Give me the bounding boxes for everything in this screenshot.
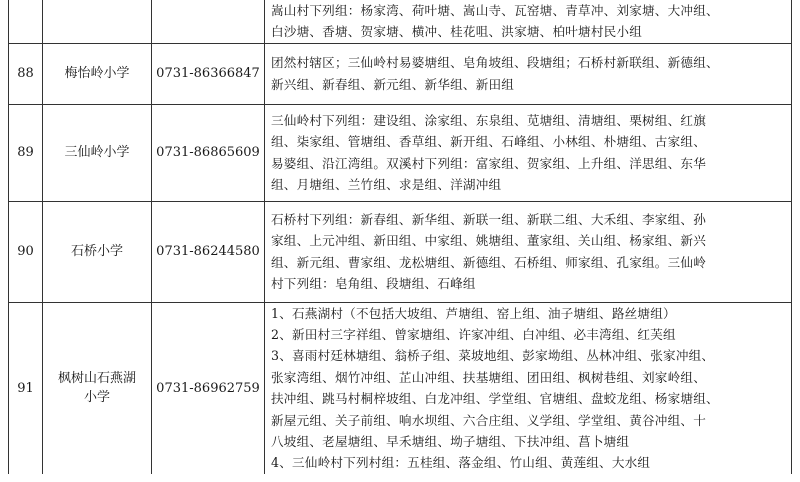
school-name-line: 小学 — [83, 390, 110, 406]
table-row — [9, 201, 792, 302]
row-number: 91 — [9, 302, 43, 474]
phone-number: 0731-86244580 — [152, 201, 265, 302]
area-line: 家组、上元冲组、新田组、中家组、姚塘组、董家组、关山组、杨家组、新兴 — [271, 233, 706, 249]
row-number: 88 — [9, 43, 43, 104]
service-area — [265, 43, 792, 104]
table-row — [9, 0, 792, 43]
service-area — [265, 302, 792, 474]
service-area — [265, 201, 792, 302]
school-name-line: 枫树山石燕湖 — [57, 371, 136, 387]
service-area — [265, 104, 792, 201]
table-row — [9, 302, 792, 474]
school-name — [43, 302, 152, 474]
area-line: 石桥村下列组：新春组、新华组、新联一组、新联二组、大禾组、李家组、孙 — [271, 212, 706, 227]
area-line: 3、喜雨村廷林塘组、翁桥子组、菜坡地组、彭家坳组、丛林冲组、张家冲组、 — [271, 348, 715, 364]
area-line: 八坡组、老屋塘组、早禾塘组、坳子塘组、下扶冲组、菖卜塘组 — [271, 434, 630, 450]
row-number: 89 — [9, 104, 43, 201]
area-line: 村下列组：皂角组、段塘组、石峰组 — [271, 275, 476, 291]
area-line: 张家湾组、烟竹冲组、芷山冲组、扶基塘组、团田组、枫树巷组、刘家岭组、 — [271, 369, 706, 385]
phone-number: 0731-86962759 — [152, 302, 265, 474]
school-name — [43, 0, 152, 43]
area-line: 扶冲组、跳马村桐梓坡组、白龙冲组、学堂组、官塘组、盘蛟龙组、杨家塘组、 — [271, 391, 719, 407]
area-line: 组、柒家组、管塘组、香草组、新开组、石峰组、小林组、朴塘组、古家组、 — [271, 134, 706, 150]
area-line: 白沙塘、香塘、贺家塘、横冲、桂花咀、洪家塘、柏叶塘村民小组 — [271, 24, 643, 40]
row-number — [9, 0, 43, 43]
phone-number: 0731-86865609 — [152, 104, 265, 201]
area-line: 新屋元组、关子前组、响水坝组、六合庄组、义学组、学堂组、黄谷冲组、十 — [271, 412, 706, 428]
phone-number — [152, 0, 265, 43]
area-line: 易婆组、沿江湾组。双溪村下列组：富家组、贺家组、上升组、洋思组、东华 — [271, 155, 706, 171]
school-district-table — [8, 0, 792, 474]
area-line: 4、三仙岭村下列村组：五桂组、落金组、竹山组、黄莲组、大水组 — [271, 455, 651, 471]
area-line: 2、新田村三字祥组、曾家塘组、许家冲组、白冲组、必丰湾组、红芙组 — [271, 327, 676, 342]
area-line: 组、新元组、曹家组、龙松塘组、新德组、石桥组、师家组、孔家组。三仙岭 — [271, 254, 706, 270]
table-row — [9, 43, 792, 104]
school-district-table-page — [8, 0, 792, 474]
area-line: 1、石燕湖村（不包括大坡组、芦塘组、窑上组、油子塘组、路丝塘组） — [271, 305, 676, 321]
school-name: 三仙岭小学 — [43, 104, 152, 201]
row-number: 90 — [9, 201, 43, 302]
school-name: 梅怡岭小学 — [43, 43, 152, 104]
area-line: 嵩山村下列组：杨家湾、荷叶塘、嵩山寺、瓦窑塘、青草冲、刘家塘、大冲组、 — [271, 3, 719, 18]
table-row — [9, 104, 792, 201]
area-line: 新兴组、新春组、新元组、新华组、新田组 — [271, 76, 515, 92]
area-line: 组、月塘组、兰竹组、求是组、洋湖冲组 — [271, 176, 502, 192]
school-name: 石桥小学 — [43, 201, 152, 302]
service-area — [265, 0, 792, 43]
area-line: 三仙岭村下列组：建设组、涂家组、东泉组、苋塘组、清塘组、栗树组、红旗 — [271, 113, 706, 128]
phone-number: 0731-86366847 — [152, 43, 265, 104]
area-line: 团然村辖区；三仙岭村易婆塘组、皂角坡组、段塘组；石桥村新联组、新德组、 — [271, 55, 719, 71]
